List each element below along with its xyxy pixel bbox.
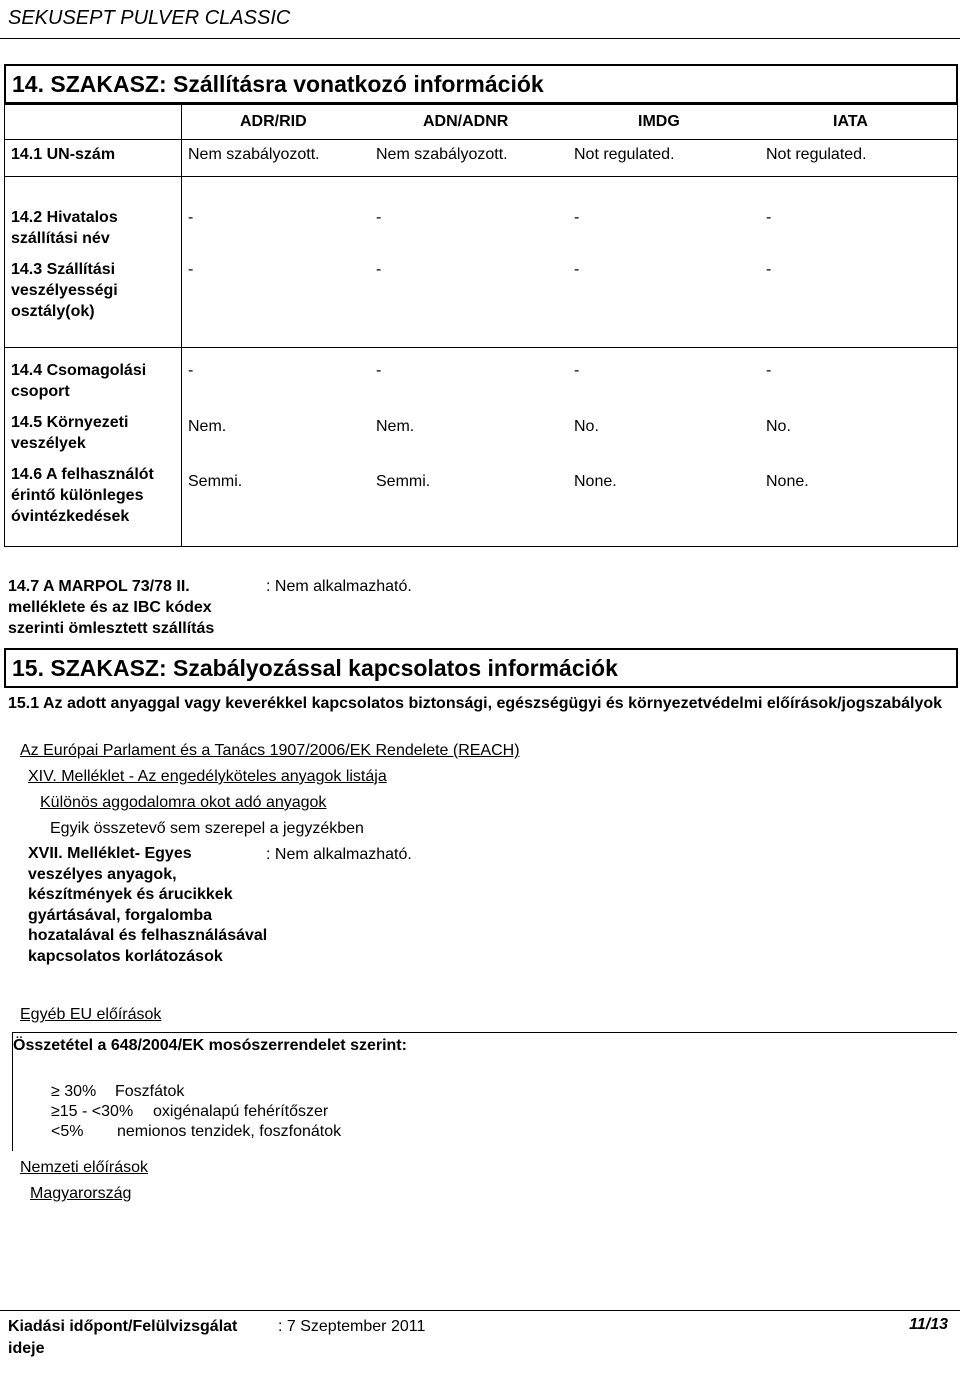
annex-14-heading: XIV. Melléklet - Az engedélyköteles anyagok listája [28, 768, 387, 785]
column-iata: IATA [833, 113, 868, 130]
marpol-label: 14.7 A MARPOL 73/78 II. melléklete és az IBC kódex szerinti ömlesztett szállítás [8, 578, 215, 637]
transport-table [4, 104, 958, 547]
value-cell: Nem szabályozott. [376, 146, 508, 163]
value-cell: Nem szabályozott. [188, 146, 320, 163]
table-row [5, 177, 958, 348]
value-cell: Nem. [376, 418, 415, 435]
table-row [5, 348, 958, 547]
section-15-title [4, 648, 958, 688]
value-cell: No. [574, 418, 599, 435]
value-cell: - [376, 261, 382, 278]
value-cell: - [188, 362, 194, 379]
value-cell: - [766, 261, 772, 278]
composition-name: nemionos tenzidek, foszfonátok [117, 1123, 342, 1140]
value-cell: - [574, 261, 580, 278]
row-label-environmental-hazards: 14.5 Környezeti veszélyek [11, 414, 129, 452]
composition-range: ≥ 30% [51, 1083, 97, 1100]
detergent-composition-box [12, 1032, 957, 1151]
value-cell: - [376, 209, 382, 226]
section-14-title: 14. SZAKASZ: Szállításra vonatkozó információk [4, 64, 958, 104]
marpol-value: : Nem alkalmazható. [266, 578, 412, 595]
footer-issue-date-label: Kiadási időpont/Felülvizsgálat ideje [8, 1318, 238, 1357]
value-cell: None. [766, 473, 809, 490]
column-adn-adnr: ADN/ADNR [423, 113, 509, 130]
row-values-un-number [182, 140, 958, 177]
country-heading: Magyarország [30, 1185, 132, 1202]
value-cell: None. [574, 473, 617, 490]
row-label-un-number: 14.1 UN-szám [5, 140, 182, 177]
composition-range: ≥15 - <30% [51, 1103, 134, 1120]
composition-name: Foszfátok [115, 1083, 185, 1100]
reach-regulation-heading: Az Európai Parlament és a Tanács 1907/2006/EK Rendelete (REACH) [20, 742, 520, 759]
composition-name: oxigénalapú fehérítőszer [153, 1103, 329, 1120]
row-labels-packing-env-precautions [5, 348, 182, 547]
product-title: SEKUSEPT PULVER CLASSIC [8, 7, 291, 29]
annex-17-label: XVII. Melléklet- Egyes veszélyes anyagok, készítmények és árucikkek gyártásával, forgalomba hozatalával és felhasználásával kapcsolatos korlátozások [28, 845, 268, 965]
value-cell: Semmi. [376, 473, 431, 490]
value-cell: - [766, 209, 772, 226]
column-adr-rid: ADR/RID [240, 113, 307, 130]
subsection-15-1-title: 15.1 Az adott anyaggal vagy keverékkel kapcsolatos biztonsági, egészségügyi és környezetvédelmi előírások/jogszabályok [8, 695, 943, 712]
row-values-packing-env-precautions [182, 348, 958, 547]
transport-header-row [5, 105, 958, 140]
value-cell: Nem. [188, 418, 227, 435]
section-15-title-text: 15. SZAKASZ: Szabályozással kapcsolatos információk [12, 655, 618, 681]
national-regulations-heading: Nemzeti előírások [20, 1159, 149, 1176]
value-cell: - [766, 362, 772, 379]
row-values-name-class [182, 177, 958, 348]
row-label-packing-group: 14.4 Csomagolási csoport [11, 362, 147, 400]
footer-page-number: 11/13 [909, 1316, 948, 1333]
svhc-heading: Különös aggodalomra okot adó anyagok [40, 794, 327, 811]
document-header [0, 0, 960, 39]
other-eu-regulations-heading: Egyéb EU előírások [20, 1006, 162, 1023]
value-cell: No. [766, 418, 791, 435]
detergent-composition-title: Összetétel a 648/2004/EK mosószerrendelet szerint: [13, 1037, 407, 1054]
transport-header-empty [5, 105, 182, 140]
transport-header-modes [182, 105, 958, 140]
annex-17-value: : Nem alkalmazható. [266, 846, 412, 863]
value-cell: - [188, 261, 194, 278]
value-cell: Semmi. [188, 473, 243, 490]
value-cell: - [574, 209, 580, 226]
value-cell: - [376, 362, 382, 379]
column-imdg: IMDG [638, 113, 680, 130]
row-labels-name-class [5, 177, 182, 348]
table-row [5, 140, 958, 177]
row-label-shipping-name: 14.2 Hivatalos szállítási név [11, 209, 118, 247]
row-label-hazard-class: 14.3 Szállítási veszélyességi osztály(ok) [11, 261, 118, 320]
value-cell: - [188, 209, 194, 226]
value-cell: - [574, 362, 580, 379]
value-cell: Not regulated. [766, 146, 867, 163]
svhc-statement: Egyik összetevő sem szerepel a jegyzékben [50, 820, 364, 837]
footer-divider [0, 1310, 960, 1311]
composition-range: <5% [51, 1123, 84, 1140]
footer-issue-date-value: : 7 Szeptember 2011 [278, 1318, 426, 1335]
row-label-special-precautions: 14.6 A felhasználót érintő különleges óvintézkedések [11, 466, 154, 525]
value-cell: Not regulated. [574, 146, 675, 163]
